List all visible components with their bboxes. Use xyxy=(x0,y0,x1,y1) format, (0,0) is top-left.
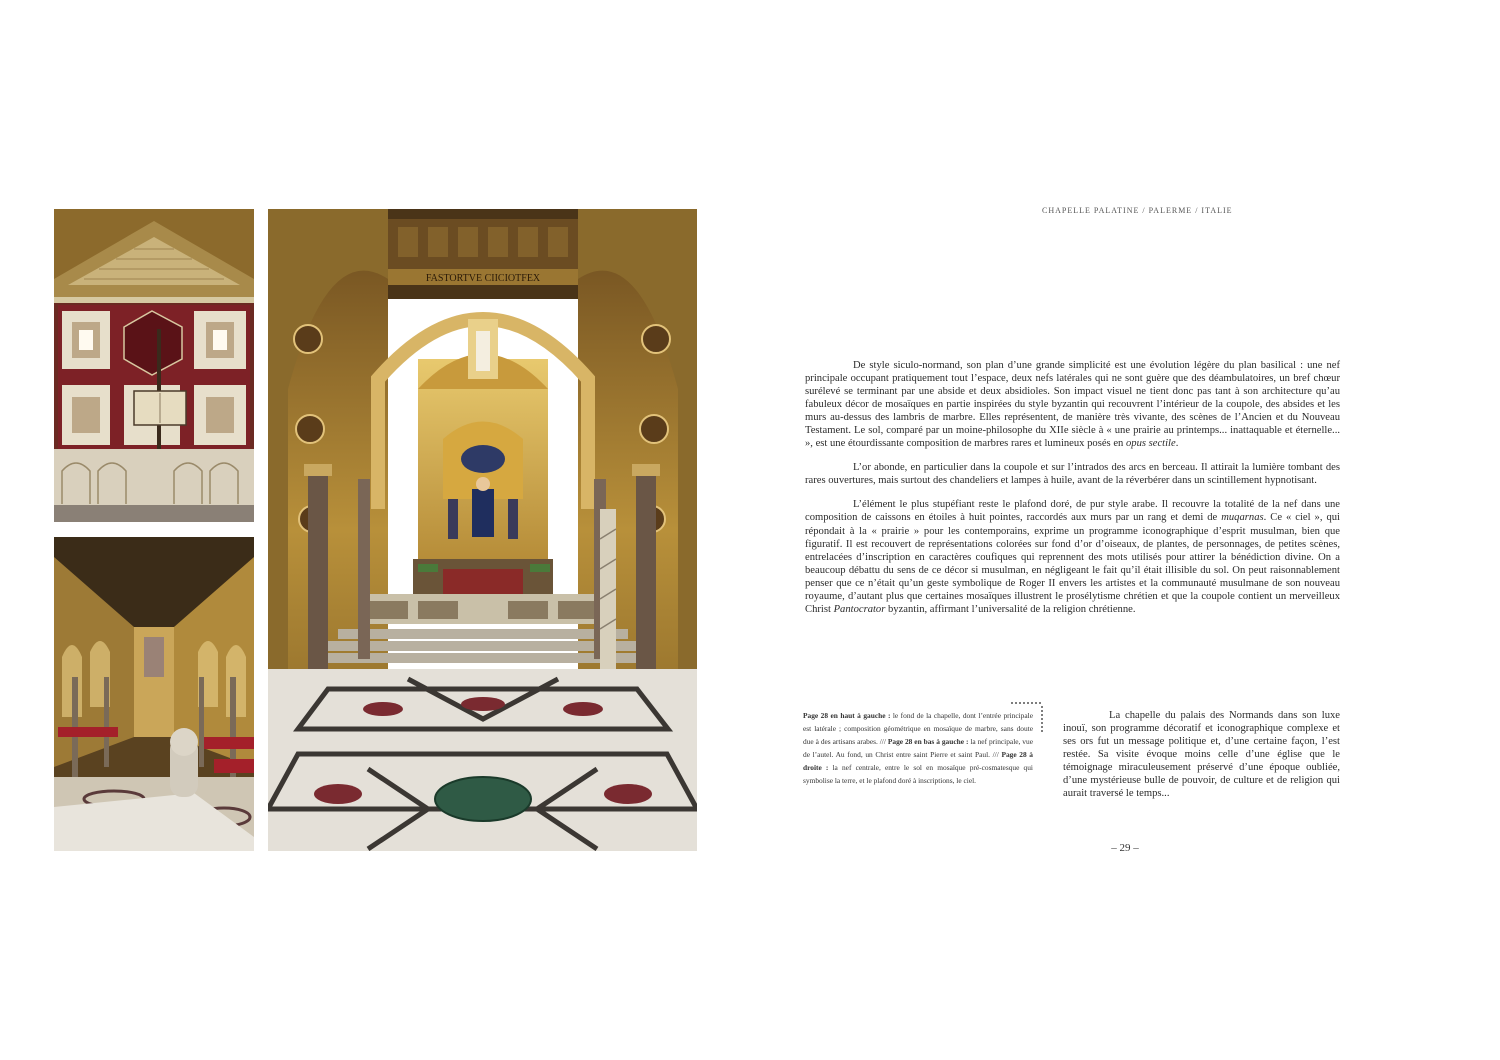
text-run: . Ce « ciel », qui répondait à la « prairie » pour les contemporains, exprime un programme iconographique d’esprit musulman, bien que figuratif. Il est recouvert de représentations colorées sur fond d’or d’oiseaux, de plantes, de personnages, de petites scènes, entrelacées d’inscription en caractères coufiques qui reprennent des mots utilisés pour attirer la bénédiction divine. On a beaucoup débattu du sens de ce décor si musulman, en négligeant le fait qu’il était illisible du sol. On peut raisonnablement penser que ce n’était qu’un geste symbolique de Roger II envers les artistes et la communauté musulmane de son nouveau royaume, d’autant plus que certaines mosaïques illustrent le prosélytisme chrétien et que la coupole contient un merveilleux Christ xyxy=(805,512,1340,615)
running-head: CHAPELLE PALATINE / PALERME / ITALIE xyxy=(1042,206,1233,215)
caption-text: la nef centrale, entre le sol en mosaïque pré-cosmatesque qui symbolise la terre, et le plafond doré à inscriptions, le ciel. xyxy=(803,762,1033,785)
caption-text: le fond de la chapelle, dont l’entrée principale est latérale ; composition géométrique en mosaïque de marbre, sans doute due à des artisans arabes. /// xyxy=(803,711,1033,746)
caption-text: la nef principale, vue de l’autel. Au fond, un Christ entre saint Pierre et saint Paul. /// xyxy=(803,736,1033,759)
body-paragraph xyxy=(805,461,1340,487)
text-run: . xyxy=(1175,438,1179,450)
body-text xyxy=(805,359,1340,627)
photo-central-nave xyxy=(268,209,697,851)
page-number: – 29 – xyxy=(1111,842,1139,854)
caption-label: Page 28 en bas à gauche : xyxy=(887,736,969,746)
caption-label: Page 28 à droite : xyxy=(803,749,1034,772)
photo-caption xyxy=(803,710,1033,787)
text-run: byzantin, affirmant l’universalité de la religion chrétienne. xyxy=(885,603,1136,615)
italic-term: Pantocrator xyxy=(833,603,886,615)
caption-label: Page 28 en haut à gauche : xyxy=(803,711,891,720)
mosaic-inscription-text: FASTORTVE CIICIOTFEX xyxy=(425,273,541,284)
italic-term: muqarnas xyxy=(1221,512,1264,524)
photo-chapel-back-wall xyxy=(54,209,254,522)
closing-paragraph: La chapelle du palais des Normands dans son luxe inouï, son programme décoratif et iconographique complexe et ses ors fut un message politique et, d’une certaine façon, l’est restée. Sa visite évoque moins celle d’une église que le témoignage miraculeusement préservé d’une époque oubliée, d’une mystérieuse bulle de pouvoir, de culture et de religion qui aurait traversé le temps... xyxy=(1063,710,1340,800)
mosaic-wall-illustration xyxy=(54,209,254,522)
closing-text xyxy=(1063,709,1340,800)
nave-view-illustration xyxy=(54,537,254,851)
text-run: L’élément le plus stupéfiant reste le plafond doré, de pur style arabe. Il recouvre la totalité de la nef dans une composition de caissons en étoiles à huit pointes, raccordés aux murs par un rang et demi de xyxy=(805,499,1340,524)
italic-term: opus sectile xyxy=(1125,438,1176,450)
photo-main-nave-from-altar xyxy=(54,537,254,851)
body-paragraph xyxy=(805,498,1340,615)
body-paragraph xyxy=(805,359,1340,450)
text-run: L’or abonde, en particulier dans la coupole et sur l’intrados des arcs en berceau. Il attirait la lumière tombant des rares ouvertures, mais surtout des chandeliers et lampes à huile, avant de la réverbérer dans un scintillement hypnotisant. xyxy=(805,462,1340,487)
central-nave-illustration xyxy=(268,209,697,851)
text-run: De style siculo-normand, son plan d’une grande simplicité est une évolution légère du plan basilical : une nef principale occupant pratiquement tout l’espace, deux nefs latérales qui ne sont guère que des déambulatoires, un bref chœur surélevé se terminant par une abside et deux absidioles. Son impact visuel ne tient donc pas tant à son architecture qu’au fabuleux décor de mosaïques en partie inspirées du style byzantin qui recouvrent l’intérieur de la coupole, des absides et les murs au-dessus des lambris de marbre. Elles représentent, de manière très vivante, des scènes de l’Ancien et du Nouveau Testament. Le sol, comparé par un moine-philosophe du XIIe siècle à « une prairie au printemps... inattaquable et éternelle... », est une étourdissante composition de marbres rares et lumineux posés en xyxy=(805,360,1340,450)
